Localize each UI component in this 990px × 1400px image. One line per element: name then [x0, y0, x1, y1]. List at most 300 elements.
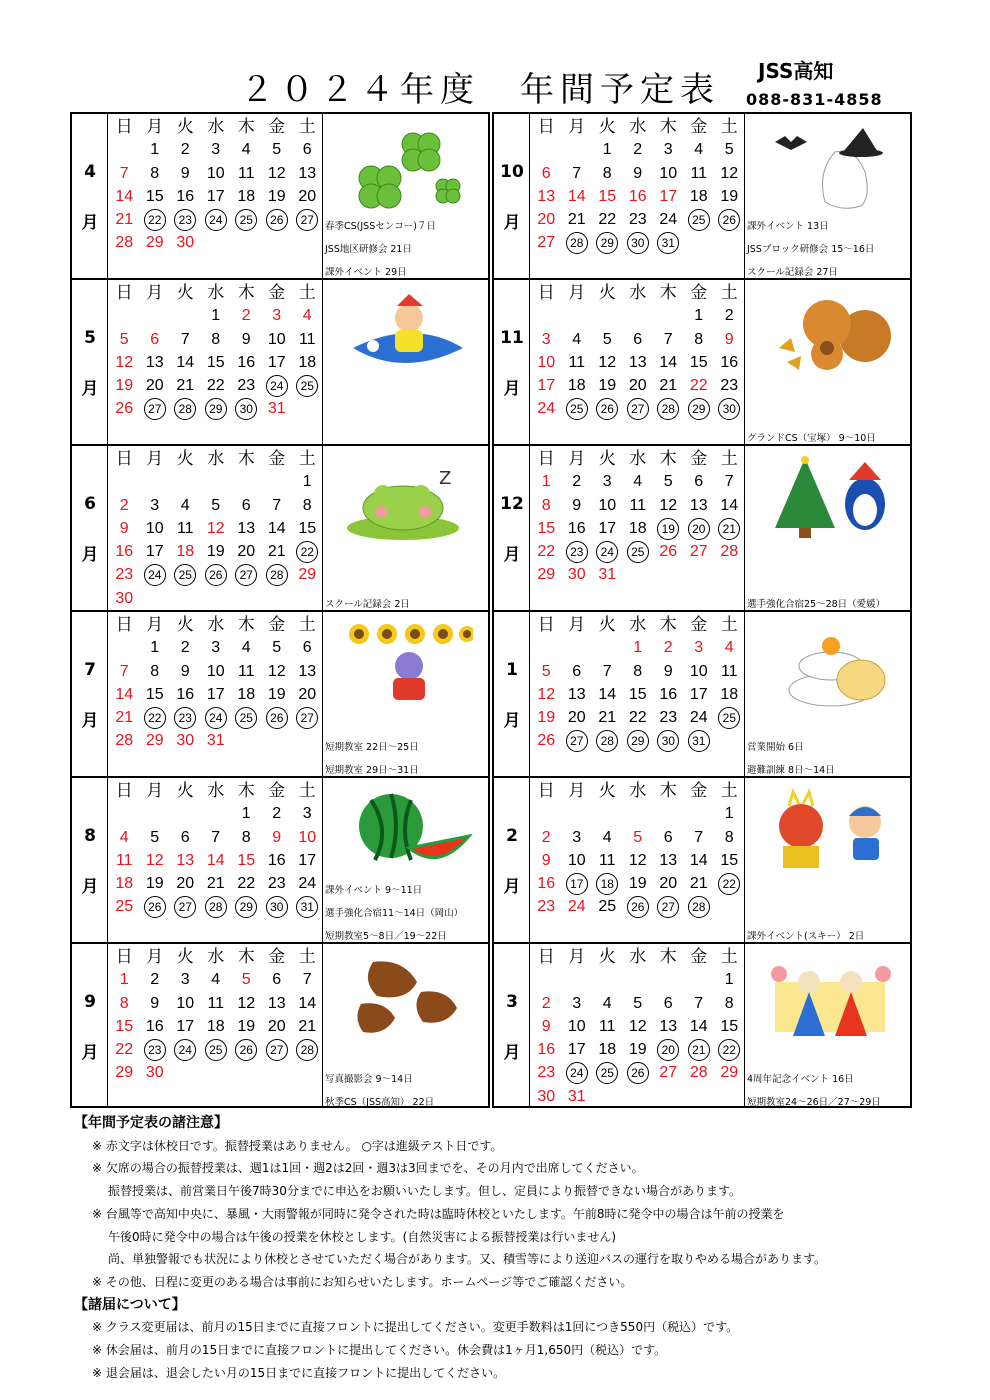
event-text: 課外イベント(スキー） 2日	[747, 931, 865, 942]
day-cell: 11	[207, 994, 225, 1012]
weekday-header: 火	[598, 283, 616, 302]
day-cell: 9	[541, 851, 551, 869]
test-day-circle: 29	[688, 398, 710, 420]
day-cell: 2	[180, 639, 190, 657]
day-cell: 16	[659, 685, 678, 703]
weekday-header: 木	[237, 283, 255, 302]
day-cell	[262, 563, 293, 586]
kagamimochi-cat-icon	[765, 620, 895, 708]
day-cell: 21	[115, 211, 134, 229]
empty-cell	[292, 397, 323, 420]
day-cell: 16	[537, 1041, 556, 1059]
weekday-header: 土	[720, 615, 738, 634]
test-day-circle: 23	[144, 1039, 166, 1061]
day-cell	[170, 563, 201, 586]
day-cell: 20	[659, 875, 678, 893]
day-cell: 3	[211, 141, 221, 159]
day-cell	[170, 208, 201, 231]
month-number: 4	[84, 162, 96, 182]
day-grid	[108, 446, 322, 610]
day-cell	[140, 563, 171, 586]
day-cell: 17	[567, 1041, 586, 1059]
test-day-circle: 24	[205, 707, 227, 729]
weekday-header: 日	[537, 283, 555, 302]
day-cell: 9	[241, 330, 251, 348]
day-grid	[530, 446, 744, 610]
event-text: 課外イベント 29日	[325, 267, 407, 278]
day-cell: 9	[541, 1017, 551, 1035]
day-cell: 2	[633, 141, 643, 159]
day-cell: 15	[237, 851, 256, 869]
day-cell: 24	[689, 709, 708, 727]
day-cell: 13	[176, 851, 195, 869]
day-cell: 5	[119, 330, 129, 348]
day-cell: 8	[633, 662, 643, 680]
weekday-header: 木	[237, 781, 255, 800]
test-day-circle: 26	[627, 896, 649, 918]
month-kanji: 月	[81, 379, 99, 399]
day-cell: 3	[602, 473, 612, 491]
empty-cell	[201, 1061, 232, 1084]
day-cell: 22	[598, 211, 617, 229]
day-cell: 26	[537, 732, 556, 750]
test-day-circle: 22	[718, 1039, 740, 1061]
test-day-circle: 31	[688, 730, 710, 752]
day-cell: 6	[663, 828, 673, 846]
day-cell: 11	[629, 496, 647, 514]
day-cell: 9	[272, 828, 282, 846]
day-cell: 6	[302, 639, 312, 657]
day-cell: 1	[694, 307, 704, 325]
day-cell: 22	[115, 1041, 134, 1059]
empty-cell	[231, 470, 262, 493]
day-cell: 14	[689, 851, 708, 869]
empty-cell	[562, 802, 593, 825]
day-cell: 9	[633, 164, 643, 182]
day-cell: 20	[628, 377, 647, 395]
day-grid	[530, 280, 744, 444]
day-cell: 15	[298, 519, 317, 537]
day-cell: 22	[537, 543, 556, 561]
test-day-circle: 27	[266, 1039, 288, 1061]
day-cell: 1	[150, 141, 160, 159]
day-cell: 21	[176, 377, 195, 395]
day-cell: 8	[724, 828, 734, 846]
day-cell: 29	[298, 566, 317, 584]
day-cell: 15	[598, 187, 617, 205]
day-cell: 18	[237, 685, 256, 703]
month-label	[72, 612, 108, 776]
empty-cell	[684, 563, 715, 586]
test-day-circle: 26	[627, 1062, 649, 1084]
day-cell: 20	[298, 685, 317, 703]
month-label	[494, 612, 530, 776]
empty-cell	[140, 587, 171, 610]
day-cell: 5	[150, 828, 160, 846]
day-cell: 9	[572, 496, 582, 514]
weekday-header: 木	[237, 947, 255, 966]
test-day-circle: 26	[596, 398, 618, 420]
weekday-header: 土	[720, 117, 738, 136]
page-title: ２０２４年度 年間予定表	[240, 70, 720, 110]
empty-cell	[531, 802, 562, 825]
day-cell: 17	[267, 353, 286, 371]
weekday-header: 月	[568, 117, 586, 136]
test-day-circle: 26	[144, 896, 166, 918]
weekday-header: 水	[629, 449, 647, 468]
day-cell: 17	[689, 685, 708, 703]
day-cell: 1	[211, 307, 221, 325]
day-cell: 15	[689, 353, 708, 371]
day-cell: 8	[241, 828, 251, 846]
empty-cell	[531, 304, 562, 327]
month-info	[744, 446, 914, 610]
test-day-circle: 27	[174, 896, 196, 918]
weekday-header: 木	[659, 947, 677, 966]
empty-cell	[592, 968, 623, 991]
day-cell: 28	[689, 1064, 708, 1082]
month-number: 11	[500, 328, 524, 348]
day-cell: 3	[694, 639, 704, 657]
day-cell: 18	[176, 543, 195, 561]
month-kanji: 月	[503, 1043, 521, 1063]
day-cell: 8	[150, 164, 160, 182]
month-label	[494, 280, 530, 444]
day-cell: 19	[628, 1041, 647, 1059]
day-cell: 7	[211, 828, 221, 846]
month-kanji: 月	[81, 877, 99, 897]
month-block-4	[70, 112, 490, 278]
month-info	[744, 280, 914, 444]
empty-cell	[714, 895, 745, 918]
weekday-header: 木	[659, 781, 677, 800]
weekday-header: 金	[268, 781, 286, 800]
day-cell: 11	[237, 164, 255, 182]
weekday-header: 木	[237, 615, 255, 634]
day-cell	[140, 895, 171, 918]
empty-cell	[653, 563, 684, 586]
day-cell	[231, 706, 262, 729]
weekday-header: 金	[690, 449, 708, 468]
day-cell	[292, 208, 323, 231]
day-cell: 18	[206, 1017, 225, 1035]
day-cell: 8	[694, 330, 704, 348]
test-day-circle: 26	[718, 209, 740, 231]
day-cell: 16	[567, 519, 586, 537]
test-day-circle: 29	[205, 398, 227, 420]
month-kanji: 月	[81, 711, 99, 731]
day-cell: 7	[663, 330, 673, 348]
day-cell: 10	[598, 496, 617, 514]
weekday-header: 水	[629, 947, 647, 966]
weekday-header: 水	[629, 615, 647, 634]
weekday-header: 日	[537, 615, 555, 634]
day-cell	[140, 208, 171, 231]
weekday-header: 火	[176, 117, 194, 136]
weekday-header: 日	[115, 947, 133, 966]
day-cell: 12	[720, 164, 739, 182]
day-cell: 5	[211, 496, 221, 514]
day-cell: 1	[302, 473, 312, 491]
weekday-header: 水	[207, 449, 225, 468]
day-cell: 2	[541, 828, 551, 846]
month-block-8	[70, 776, 490, 942]
weekday-header: 土	[298, 781, 316, 800]
day-cell	[231, 563, 262, 586]
empty-cell	[653, 968, 684, 991]
day-cell: 17	[145, 543, 164, 561]
day-cell: 19	[145, 875, 164, 893]
month-block-7	[70, 610, 490, 776]
event-text: 短期教室 29日～31日	[325, 765, 419, 776]
day-cell: 29	[537, 566, 556, 584]
month-number: 3	[506, 992, 518, 1012]
day-cell: 1	[633, 639, 643, 657]
day-cell	[262, 1038, 293, 1061]
test-day-circle: 22	[718, 873, 740, 895]
day-cell: 4	[724, 639, 734, 657]
month-info	[322, 114, 492, 278]
day-cell	[562, 397, 593, 420]
day-cell: 10	[267, 330, 286, 348]
day-cell: 30	[145, 1064, 164, 1082]
empty-cell	[562, 968, 593, 991]
test-day-circle: 25	[596, 1062, 618, 1084]
event-text: 秋季CS（JSS高知） 22日	[325, 1097, 435, 1108]
day-cell: 22	[237, 875, 256, 893]
day-cell: 9	[119, 519, 129, 537]
sunflower-mascot-icon	[343, 620, 473, 708]
empty-cell	[170, 802, 201, 825]
day-cell: 16	[537, 875, 556, 893]
day-cell: 17	[206, 685, 225, 703]
test-day-circle: 19	[657, 518, 679, 540]
day-cell: 8	[302, 496, 312, 514]
clover-icon	[343, 122, 473, 210]
day-cell: 16	[267, 851, 286, 869]
event-text: JSSブロック研修会 15～16日	[747, 244, 875, 255]
day-cell: 29	[720, 1064, 739, 1082]
day-cell	[140, 1038, 171, 1061]
day-grid	[108, 114, 322, 278]
empty-cell	[170, 470, 201, 493]
day-cell	[714, 208, 745, 231]
event-text: 4周年記念イベント 16日	[747, 1074, 854, 1085]
day-cell	[592, 729, 623, 752]
weekday-header: 火	[176, 615, 194, 634]
empty-cell	[109, 636, 140, 659]
weekday-header: 日	[537, 947, 555, 966]
day-cell: 5	[633, 994, 643, 1012]
month-kanji: 月	[81, 1043, 99, 1063]
christmas-tree-icon	[765, 454, 895, 542]
weekday-header: 火	[598, 117, 616, 136]
weekday-header: 水	[629, 781, 647, 800]
day-cell: 6	[302, 141, 312, 159]
day-cell: 10	[567, 1017, 586, 1035]
test-day-circle: 25	[235, 209, 257, 231]
day-cell	[170, 1038, 201, 1061]
month-label	[494, 446, 530, 610]
day-cell: 29	[115, 1064, 134, 1082]
day-cell	[684, 397, 715, 420]
event-text: スクール記録会 2日	[325, 599, 410, 610]
day-cell: 24	[298, 875, 317, 893]
note-item: ※ 赤文字は休校日です。振替授業はありません。 ○字は進級テスト日です。	[92, 1138, 503, 1153]
empty-cell	[109, 470, 140, 493]
day-cell: 11	[176, 519, 194, 537]
day-cell: 23	[628, 211, 647, 229]
day-cell: 5	[272, 141, 282, 159]
day-cell: 14	[267, 519, 286, 537]
day-cell	[592, 231, 623, 254]
day-cell	[201, 563, 232, 586]
day-cell: 30	[567, 566, 586, 584]
test-day-circle: 23	[566, 541, 588, 563]
day-cell: 21	[689, 875, 708, 893]
day-cell: 31	[567, 1087, 586, 1105]
day-cell: 17	[206, 187, 225, 205]
test-day-circle: 26	[205, 564, 227, 586]
empty-cell	[592, 802, 623, 825]
empty-cell	[562, 138, 593, 161]
day-cell: 22	[628, 709, 647, 727]
day-cell: 23	[537, 1064, 556, 1082]
day-cell	[684, 208, 715, 231]
day-cell: 9	[724, 330, 734, 348]
day-cell: 4	[694, 141, 704, 159]
day-cell: 10	[206, 164, 225, 182]
day-cell: 12	[115, 353, 134, 371]
empty-cell	[623, 968, 654, 991]
weekday-header: 月	[146, 615, 164, 634]
weekday-header: 木	[237, 117, 255, 136]
day-cell: 13	[567, 685, 586, 703]
day-cell	[653, 397, 684, 420]
day-cell: 19	[537, 709, 556, 727]
day-cell: 3	[541, 330, 551, 348]
day-cell: 31	[267, 400, 286, 418]
day-cell: 5	[663, 473, 673, 491]
day-cell: 16	[628, 187, 647, 205]
day-cell: 15	[206, 353, 225, 371]
month-info	[322, 446, 492, 610]
day-cell: 21	[267, 543, 286, 561]
day-cell: 8	[724, 994, 734, 1012]
empty-cell	[684, 802, 715, 825]
empty-cell	[201, 470, 232, 493]
day-cell: 7	[119, 662, 129, 680]
weekday-header: 月	[568, 781, 586, 800]
day-cell: 12	[267, 662, 286, 680]
empty-cell	[292, 231, 323, 254]
weekday-header: 日	[115, 117, 133, 136]
day-cell: 5	[633, 828, 643, 846]
day-cell: 5	[272, 639, 282, 657]
test-day-circle: 23	[174, 707, 196, 729]
empty-cell	[262, 470, 293, 493]
day-cell: 21	[567, 211, 586, 229]
day-cell: 18	[298, 353, 317, 371]
weekday-header: 木	[659, 283, 677, 302]
day-cell: 1	[724, 971, 734, 989]
month-kanji: 月	[503, 213, 521, 233]
day-cell: 25	[115, 898, 134, 916]
day-cell: 15	[115, 1017, 134, 1035]
month-info	[744, 114, 914, 278]
day-cell: 20	[298, 187, 317, 205]
day-cell	[231, 397, 262, 420]
day-cell: 4	[572, 330, 582, 348]
day-cell: 10	[537, 353, 556, 371]
test-day-circle: 30	[718, 398, 740, 420]
empty-cell	[170, 304, 201, 327]
test-day-circle: 29	[596, 232, 618, 254]
event-text: JSS地区研修会 21日	[325, 244, 412, 255]
test-day-circle: 23	[174, 209, 196, 231]
event-text: 春季CS(JSSセンコー)７日	[325, 221, 436, 232]
month-number: 9	[84, 992, 96, 1012]
test-day-circle: 28	[266, 564, 288, 586]
day-cell: 14	[176, 353, 195, 371]
test-day-circle: 25	[205, 1039, 227, 1061]
month-label	[72, 778, 108, 942]
koinobori-boy-icon	[343, 288, 473, 376]
day-cell: 4	[241, 141, 251, 159]
day-grid	[108, 612, 322, 776]
empty-cell	[684, 968, 715, 991]
empty-cell	[109, 802, 140, 825]
day-cell	[562, 1061, 593, 1084]
month-block-5	[70, 278, 490, 444]
day-cell	[684, 729, 715, 752]
day-cell: 16	[176, 187, 195, 205]
day-cell	[562, 231, 593, 254]
note-item: 午後0時に発令中の場合は午後の授業を休校とします。(自然災害による振替授業は行いません)	[108, 1229, 617, 1244]
day-cell: 7	[694, 828, 704, 846]
month-number: 6	[84, 494, 96, 514]
day-cell: 13	[298, 662, 317, 680]
day-cell: 2	[541, 994, 551, 1012]
month-kanji: 月	[503, 877, 521, 897]
day-cell: 12	[237, 994, 256, 1012]
day-cell: 12	[206, 519, 225, 537]
day-cell: 5	[241, 971, 251, 989]
empty-cell	[262, 587, 293, 610]
day-cell	[292, 374, 323, 397]
day-cell: 6	[150, 330, 160, 348]
day-cell: 15	[537, 519, 556, 537]
day-cell: 12	[267, 164, 286, 182]
day-cell: 10	[659, 164, 678, 182]
test-day-circle: 27	[235, 564, 257, 586]
month-label	[72, 280, 108, 444]
weekday-header: 水	[629, 283, 647, 302]
day-cell: 16	[115, 543, 134, 561]
note-item: 振替授業は、前営業日午後7時30分までに申込をお願いいたします。但し、定員により振替できない場合があります。	[108, 1184, 741, 1199]
weekday-header: 火	[598, 449, 616, 468]
test-day-circle: 26	[235, 1039, 257, 1061]
month-info	[322, 280, 492, 444]
day-cell: 19	[598, 377, 617, 395]
weekday-header: 日	[537, 449, 555, 468]
day-cell	[592, 872, 623, 895]
day-cell: 18	[628, 519, 647, 537]
day-cell: 7	[180, 330, 190, 348]
day-cell	[562, 729, 593, 752]
empty-cell	[531, 636, 562, 659]
month-number: 8	[84, 826, 96, 846]
